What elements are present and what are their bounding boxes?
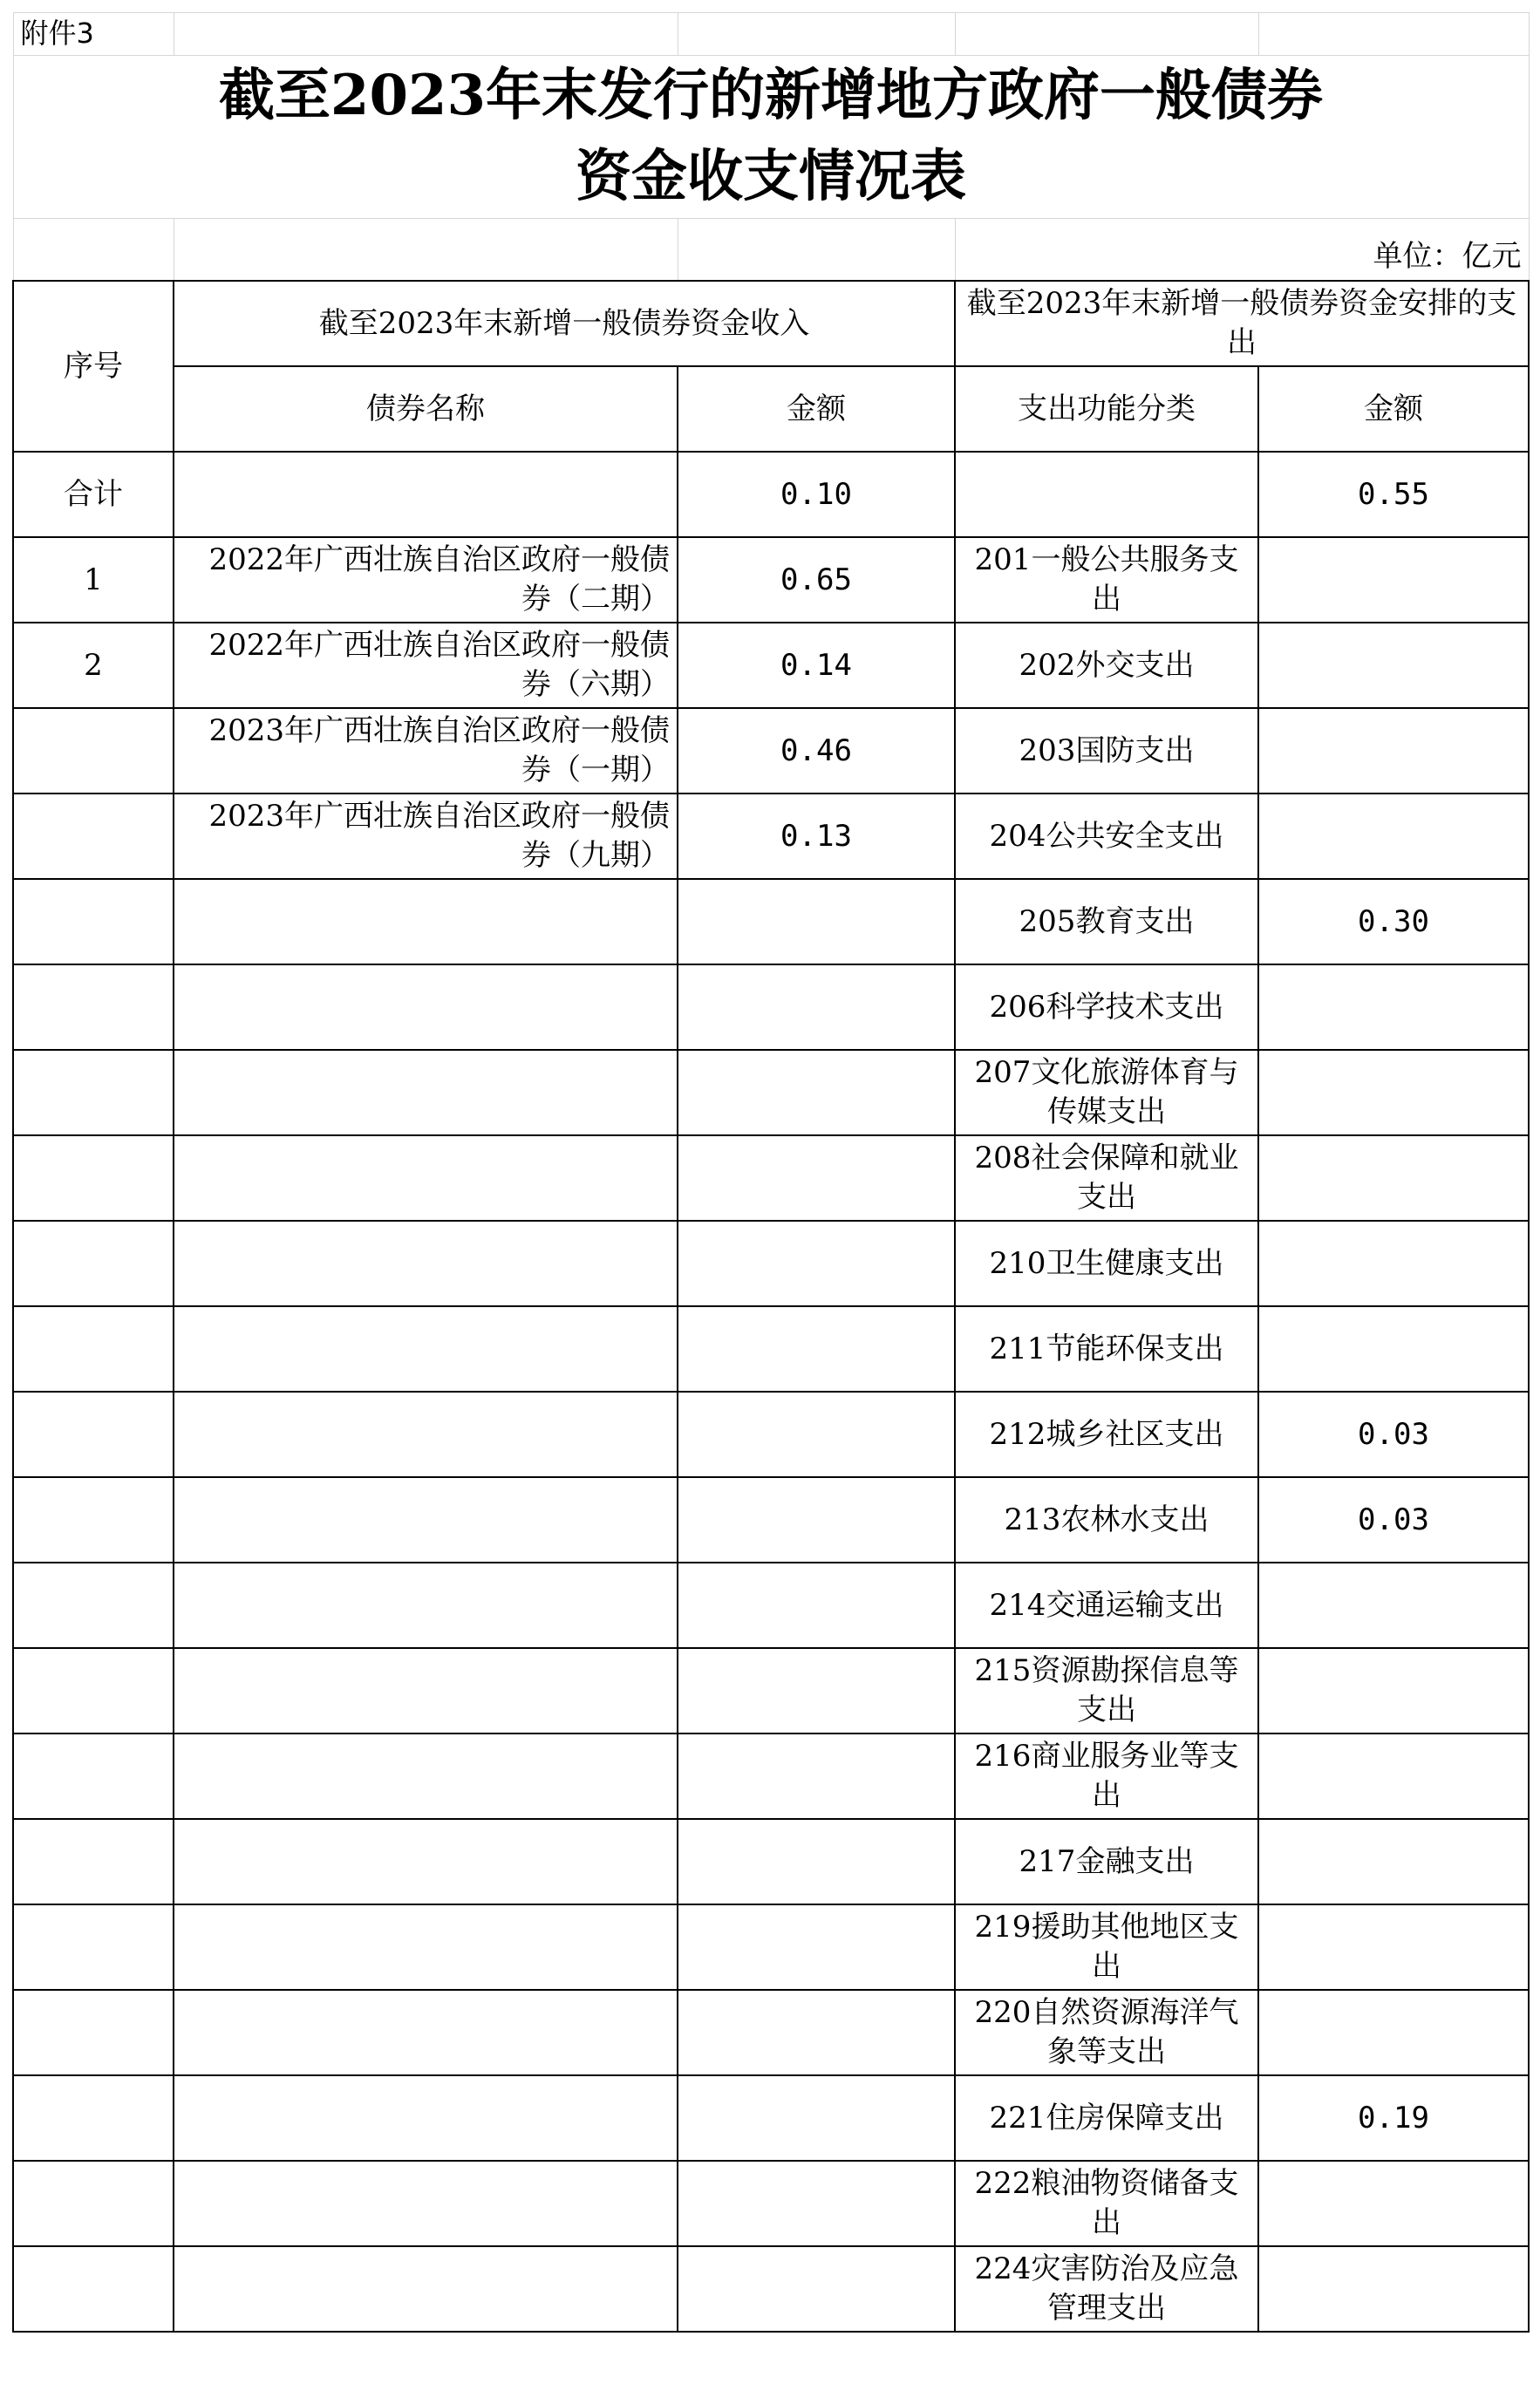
row-seq	[13, 964, 174, 1050]
row-income-amount	[678, 2246, 955, 2332]
row-seq	[13, 1306, 174, 1392]
row-bond-name	[174, 2246, 678, 2332]
row-income-amount	[678, 1050, 955, 1135]
row-expense-category: 220自然资源海洋气象等支出	[955, 1990, 1258, 2075]
row-expense-amount	[1258, 1819, 1529, 1904]
row-income-amount	[678, 964, 955, 1050]
table-row	[13, 2246, 1529, 2332]
row-seq	[13, 2075, 174, 2161]
row-seq: 2	[13, 623, 174, 708]
row-seq	[13, 1135, 174, 1221]
report-table	[12, 12, 1530, 2333]
unit-label: 单位：亿元	[955, 218, 1529, 281]
row-bond-name: 2022年广西壮族自治区政府一般债券（二期）	[174, 537, 678, 623]
table-row	[13, 1050, 1529, 1135]
title-line-1: 截至2023年末发行的新增地方政府一般债券	[218, 63, 1324, 128]
row-income-amount	[678, 1904, 955, 1990]
row-income-amount	[678, 1990, 955, 2075]
total-row	[13, 452, 1529, 537]
row-seq	[13, 1819, 174, 1904]
table-row	[13, 1135, 1529, 1221]
row-expense-category: 224灾害防治及应急管理支出	[955, 2246, 1258, 2332]
header-row-1	[13, 281, 1529, 366]
row-seq	[13, 2246, 174, 2332]
table-row	[13, 2161, 1529, 2246]
row-expense-category: 219援助其他地区支出	[955, 1904, 1258, 1990]
row-bond-name	[174, 1306, 678, 1392]
total-income-amount: 0.10	[678, 452, 955, 537]
row-expense-category: 216商业服务业等支出	[955, 1734, 1258, 1819]
row-bond-name	[174, 2075, 678, 2161]
row-expense-category: 215资源勘探信息等支出	[955, 1648, 1258, 1734]
row-expense-category: 211节能环保支出	[955, 1306, 1258, 1392]
row-expense-amount	[1258, 2161, 1529, 2246]
table-row	[13, 1990, 1529, 2075]
row-income-amount	[678, 1392, 955, 1477]
title-line-2: 资金收支情况表	[576, 143, 966, 209]
row-expense-amount: 0.30	[1258, 879, 1529, 964]
header-expense-group: 截至2023年末新增一般债券资金安排的支出	[955, 281, 1529, 366]
row-expense-amount	[1258, 1306, 1529, 1392]
row-expense-amount	[1258, 708, 1529, 794]
table-row	[13, 1734, 1529, 1819]
row-expense-category: 207文化旅游体育与传媒支出	[955, 1050, 1258, 1135]
row-income-amount	[678, 1734, 955, 1819]
table-row	[13, 537, 1529, 623]
row-expense-amount	[1258, 1221, 1529, 1306]
row-bond-name	[174, 1990, 678, 2075]
row-expense-category: 210卫生健康支出	[955, 1221, 1258, 1306]
row-expense-category: 213农林水支出	[955, 1477, 1258, 1563]
row-seq	[13, 1392, 174, 1477]
row-expense-category: 201一般公共服务支出	[955, 537, 1258, 623]
row-bond-name: 2023年广西壮族自治区政府一般债券（一期）	[174, 708, 678, 794]
row-expense-amount: 0.19	[1258, 2075, 1529, 2161]
title-row	[13, 56, 1529, 219]
table-row	[13, 794, 1529, 879]
row-bond-name: 2023年广西壮族自治区政府一般债券（九期）	[174, 794, 678, 879]
row-expense-amount	[1258, 537, 1529, 623]
header-income-group: 截至2023年末新增一般债券资金收入	[174, 281, 955, 366]
table-row	[13, 1819, 1529, 1904]
row-expense-amount	[1258, 794, 1529, 879]
page-title	[13, 56, 1529, 219]
row-income-amount	[678, 2161, 955, 2246]
row-bond-name	[174, 1477, 678, 1563]
row-income-amount: 0.13	[678, 794, 955, 879]
row-bond-name: 2022年广西壮族自治区政府一般债券（六期）	[174, 623, 678, 708]
header-expense-category: 支出功能分类	[955, 366, 1258, 452]
table-row	[13, 2075, 1529, 2161]
row-income-amount	[678, 1563, 955, 1648]
row-expense-category: 214交通运输支出	[955, 1563, 1258, 1648]
row-seq: 1	[13, 537, 174, 623]
table-row	[13, 708, 1529, 794]
row-income-amount	[678, 1221, 955, 1306]
row-expense-category: 205教育支出	[955, 879, 1258, 964]
unit-row	[13, 218, 1529, 281]
row-expense-amount	[1258, 964, 1529, 1050]
row-expense-category: 217金融支出	[955, 1819, 1258, 1904]
row-seq	[13, 1734, 174, 1819]
row-seq	[13, 1477, 174, 1563]
row-seq	[13, 1563, 174, 1648]
table-row	[13, 1477, 1529, 1563]
row-income-amount	[678, 1477, 955, 1563]
row-bond-name	[174, 2161, 678, 2246]
row-seq	[13, 1648, 174, 1734]
row-expense-amount	[1258, 1734, 1529, 1819]
row-bond-name	[174, 1392, 678, 1477]
row-seq	[13, 708, 174, 794]
row-expense-category: 202外交支出	[955, 623, 1258, 708]
row-income-amount: 0.46	[678, 708, 955, 794]
header-expense-amount: 金额	[1258, 366, 1529, 452]
row-bond-name	[174, 1819, 678, 1904]
table-row	[13, 1392, 1529, 1477]
row-seq	[13, 1221, 174, 1306]
table-row	[13, 1306, 1529, 1392]
row-seq	[13, 2161, 174, 2246]
row-bond-name	[174, 1050, 678, 1135]
row-expense-category: 208社会保障和就业支出	[955, 1135, 1258, 1221]
header-row-2	[13, 366, 1529, 452]
row-bond-name	[174, 879, 678, 964]
row-seq	[13, 1904, 174, 1990]
row-expense-category: 212城乡社区支出	[955, 1392, 1258, 1477]
row-seq	[13, 1050, 174, 1135]
row-income-amount	[678, 1306, 955, 1392]
row-bond-name	[174, 1904, 678, 1990]
row-bond-name	[174, 964, 678, 1050]
row-income-amount	[678, 2075, 955, 2161]
row-income-amount: 0.65	[678, 537, 955, 623]
table-row	[13, 964, 1529, 1050]
row-income-amount	[678, 1135, 955, 1221]
row-bond-name	[174, 1648, 678, 1734]
header-bond-name: 债券名称	[174, 366, 678, 452]
spreadsheet-sheet	[12, 12, 1528, 2333]
row-expense-amount: 0.03	[1258, 1392, 1529, 1477]
table-row	[13, 1904, 1529, 1990]
row-expense-category: 221住房保障支出	[955, 2075, 1258, 2161]
row-expense-amount	[1258, 1904, 1529, 1990]
row-income-amount	[678, 1648, 955, 1734]
row-expense-amount	[1258, 1135, 1529, 1221]
table-row	[13, 1563, 1529, 1648]
row-bond-name	[174, 1221, 678, 1306]
row-bond-name	[174, 1563, 678, 1648]
row-expense-category: 203国防支出	[955, 708, 1258, 794]
header-seq: 序号	[13, 281, 174, 452]
row-seq	[13, 794, 174, 879]
row-seq	[13, 1990, 174, 2075]
row-expense-amount	[1258, 1648, 1529, 1734]
row-income-amount	[678, 879, 955, 964]
row-expense-amount	[1258, 1050, 1529, 1135]
row-bond-name	[174, 1135, 678, 1221]
row-income-amount: 0.14	[678, 623, 955, 708]
table-row	[13, 879, 1529, 964]
table-row	[13, 623, 1529, 708]
table-row	[13, 1648, 1529, 1734]
row-expense-category: 206科学技术支出	[955, 964, 1258, 1050]
table-row	[13, 1221, 1529, 1306]
row-bond-name	[174, 1734, 678, 1819]
row-expense-category: 204公共安全支出	[955, 794, 1258, 879]
total-expense-amount: 0.55	[1258, 452, 1529, 537]
row-expense-category: 222粮油物资储备支出	[955, 2161, 1258, 2246]
row-expense-amount	[1258, 1563, 1529, 1648]
attachment-row	[13, 13, 1529, 56]
row-expense-amount	[1258, 1990, 1529, 2075]
attachment-label: 附件3	[13, 13, 174, 56]
header-income-amount: 金额	[678, 366, 955, 452]
row-expense-amount	[1258, 2246, 1529, 2332]
total-label: 合计	[13, 452, 174, 537]
row-expense-amount: 0.03	[1258, 1477, 1529, 1563]
row-expense-amount	[1258, 623, 1529, 708]
row-income-amount	[678, 1819, 955, 1904]
row-seq	[13, 879, 174, 964]
